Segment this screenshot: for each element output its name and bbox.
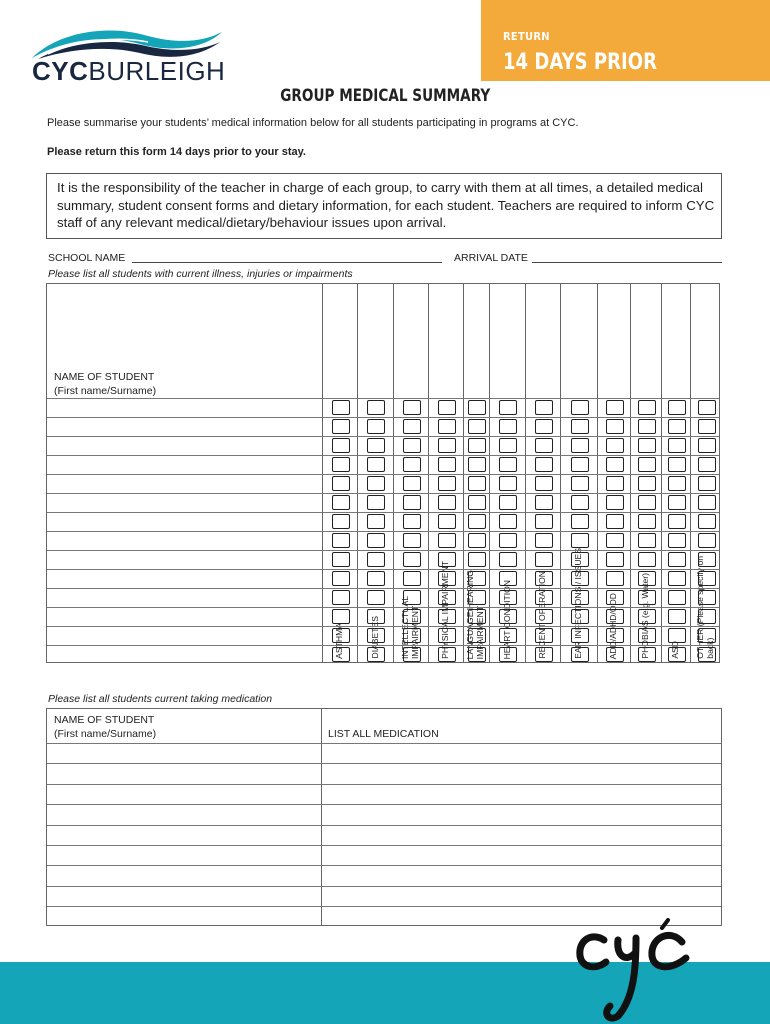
condition-checkbox[interactable]	[403, 647, 421, 662]
condition-checkbox[interactable]	[698, 400, 716, 415]
condition-checkbox[interactable]	[332, 609, 350, 624]
condition-checkbox[interactable]	[332, 628, 350, 643]
condition-checkbox[interactable]	[403, 400, 421, 415]
page-title: GROUP MEDICAL SUMMARY	[279, 86, 491, 106]
medication-list-cell[interactable]	[322, 763, 721, 783]
condition-checkbox[interactable]	[698, 457, 716, 472]
condition-checkbox[interactable]	[535, 514, 553, 529]
student-name-cell[interactable]	[47, 531, 322, 550]
student-name-cell[interactable]	[47, 455, 322, 474]
condition-checkbox[interactable]	[606, 590, 624, 605]
condition-checkbox[interactable]	[638, 628, 656, 643]
medication-student-name-header: NAME OF STUDENT (First name/Surname)	[54, 714, 157, 740]
condition-checkbox[interactable]	[403, 628, 421, 643]
column-divider	[463, 284, 464, 662]
student-name-header: NAME OF STUDENT (First name/Surname)	[54, 371, 157, 397]
condition-checkbox[interactable]	[367, 552, 385, 567]
condition-checkbox[interactable]	[535, 590, 553, 605]
column-divider	[560, 284, 561, 662]
condition-checkbox[interactable]	[332, 533, 350, 548]
logo-brand-rest: BURLEIGH	[88, 56, 226, 86]
condition-checkbox[interactable]	[698, 533, 716, 548]
condition-checkbox[interactable]	[332, 571, 350, 586]
condition-checkbox[interactable]	[403, 476, 421, 491]
condition-checkbox[interactable]	[535, 571, 553, 586]
condition-checkbox[interactable]	[438, 590, 456, 605]
student-name-cell[interactable]	[47, 512, 322, 531]
condition-checkbox[interactable]	[332, 476, 350, 491]
student-name-cell[interactable]	[47, 607, 322, 626]
student-name-cell[interactable]	[47, 436, 322, 455]
condition-checkbox[interactable]	[571, 495, 589, 510]
condition-checkbox[interactable]	[332, 514, 350, 529]
condition-checkbox[interactable]	[332, 495, 350, 510]
return-instruction: Please return this form 14 days prior to your stay.	[47, 146, 306, 158]
condition-checkbox[interactable]	[698, 438, 716, 453]
condition-checkbox[interactable]	[403, 590, 421, 605]
condition-checkbox[interactable]	[535, 476, 553, 491]
condition-checkbox[interactable]	[606, 400, 624, 415]
student-name-cell[interactable]	[47, 626, 322, 645]
condition-checkbox[interactable]	[535, 552, 553, 567]
condition-checkbox[interactable]	[698, 514, 716, 529]
notice-text: It is the responsibility of the teacher in charge of each group, to carry with them at all times, a detailed medical summary, student consent forms and dietary information, for each student. Teachers are required to inform CYC staff of any relevant medical/dietary/behaviour issues upon arrival.	[57, 180, 715, 230]
cyc-burleigh-logo	[28, 26, 226, 86]
condition-checkbox[interactable]	[668, 476, 686, 491]
condition-checkbox[interactable]	[499, 457, 517, 472]
condition-checkbox[interactable]	[468, 476, 486, 491]
logo-brand-bold: CYC	[32, 56, 89, 86]
medication-student-name-cell[interactable]	[47, 784, 321, 804]
medication-table-caption: Please list all students current taking medication	[48, 693, 273, 705]
condition-checkbox[interactable]	[668, 495, 686, 510]
condition-checkbox[interactable]	[332, 552, 350, 567]
condition-checkbox[interactable]	[403, 533, 421, 548]
column-divider	[630, 284, 631, 662]
condition-checkbox[interactable]	[668, 647, 686, 662]
column-header: HEART CONDITION	[501, 579, 512, 659]
condition-checkbox[interactable]	[438, 400, 456, 415]
condition-checkbox[interactable]	[638, 552, 656, 567]
condition-checkbox[interactable]	[438, 457, 456, 472]
responsibility-notice	[46, 173, 722, 239]
condition-checkbox[interactable]	[499, 533, 517, 548]
return-deadline: 14 DAYS PRIOR	[503, 50, 657, 75]
condition-checkbox[interactable]	[403, 457, 421, 472]
condition-checkbox[interactable]	[606, 628, 624, 643]
condition-checkbox[interactable]	[571, 400, 589, 415]
column-divider	[597, 284, 598, 662]
column-divider	[357, 284, 358, 662]
condition-checkbox[interactable]	[606, 476, 624, 491]
condition-checkbox[interactable]	[403, 609, 421, 624]
condition-checkbox[interactable]	[438, 571, 456, 586]
column-divider	[489, 284, 490, 662]
condition-checkbox[interactable]	[535, 419, 553, 434]
condition-checkbox[interactable]	[571, 457, 589, 472]
condition-checkbox[interactable]	[606, 552, 624, 567]
condition-checkbox[interactable]	[438, 647, 456, 662]
condition-checkbox[interactable]	[698, 590, 716, 605]
column-header: LANGUAGE/HEARING IMPAIRMENT	[465, 569, 485, 659]
condition-checkbox[interactable]	[535, 628, 553, 643]
condition-checkbox[interactable]	[367, 400, 385, 415]
condition-checkbox[interactable]	[606, 571, 624, 586]
medication-list-cell[interactable]	[322, 825, 721, 845]
condition-checkbox[interactable]	[638, 400, 656, 415]
wave-logo-icon	[28, 26, 224, 60]
condition-checkbox[interactable]	[403, 495, 421, 510]
medication-table	[46, 708, 722, 926]
condition-checkbox[interactable]	[499, 476, 517, 491]
condition-checkbox[interactable]	[403, 419, 421, 434]
condition-checkbox[interactable]	[638, 457, 656, 472]
illness-table	[46, 283, 720, 663]
condition-checkbox[interactable]	[698, 476, 716, 491]
medication-list-cell[interactable]	[322, 865, 721, 885]
condition-checkbox[interactable]	[606, 609, 624, 624]
condition-checkbox[interactable]	[499, 419, 517, 434]
condition-checkbox[interactable]	[499, 590, 517, 605]
condition-checkbox[interactable]	[499, 552, 517, 567]
condition-checkbox[interactable]	[468, 647, 486, 662]
student-name-cell[interactable]	[47, 493, 322, 512]
condition-checkbox[interactable]	[499, 647, 517, 662]
student-name-cell[interactable]	[47, 550, 322, 569]
condition-checkbox[interactable]	[468, 514, 486, 529]
condition-checkbox[interactable]	[438, 419, 456, 434]
condition-checkbox[interactable]	[606, 457, 624, 472]
condition-checkbox[interactable]	[606, 495, 624, 510]
condition-checkbox[interactable]	[668, 628, 686, 643]
condition-checkbox[interactable]	[571, 590, 589, 605]
condition-checkbox[interactable]	[438, 628, 456, 643]
condition-checkbox[interactable]	[438, 609, 456, 624]
condition-checkbox[interactable]	[367, 628, 385, 643]
condition-checkbox[interactable]	[367, 438, 385, 453]
condition-checkbox[interactable]	[606, 514, 624, 529]
condition-checkbox[interactable]	[367, 419, 385, 434]
condition-checkbox[interactable]	[438, 533, 456, 548]
condition-checkbox[interactable]	[571, 476, 589, 491]
condition-checkbox[interactable]	[535, 495, 553, 510]
medication-list-cell[interactable]	[322, 886, 721, 906]
condition-checkbox[interactable]	[468, 495, 486, 510]
condition-checkbox[interactable]	[468, 533, 486, 548]
condition-checkbox[interactable]	[698, 647, 716, 662]
condition-checkbox[interactable]	[638, 419, 656, 434]
condition-checkbox[interactable]	[571, 514, 589, 529]
condition-checkbox[interactable]	[698, 571, 716, 586]
condition-checkbox[interactable]	[438, 476, 456, 491]
column-header: ADD/ADHD/ODD	[608, 592, 618, 659]
condition-checkbox[interactable]	[468, 552, 486, 567]
medication-list-cell[interactable]	[322, 784, 721, 804]
column-divider	[525, 284, 526, 662]
condition-checkbox[interactable]	[698, 552, 716, 567]
condition-checkbox[interactable]	[367, 647, 385, 662]
condition-checkbox[interactable]	[535, 533, 553, 548]
condition-checkbox[interactable]	[668, 533, 686, 548]
condition-checkbox[interactable]	[367, 495, 385, 510]
column-header: INTELLECTUAL IMPAIRMENT	[399, 595, 420, 659]
medication-student-name-cell[interactable]	[47, 906, 321, 926]
condition-checkbox[interactable]	[499, 400, 517, 415]
medication-student-name-cell[interactable]	[47, 804, 321, 824]
medication-student-name-cell[interactable]	[47, 743, 321, 763]
school-name-label: SCHOOL NAME	[48, 252, 126, 264]
condition-checkbox[interactable]	[403, 438, 421, 453]
medication-student-name-cell[interactable]	[47, 886, 321, 906]
student-name-cell[interactable]	[47, 417, 322, 436]
condition-checkbox[interactable]	[571, 419, 589, 434]
condition-checkbox[interactable]	[403, 552, 421, 567]
condition-checkbox[interactable]	[571, 533, 589, 548]
condition-checkbox[interactable]	[468, 457, 486, 472]
condition-checkbox[interactable]	[499, 514, 517, 529]
condition-checkbox[interactable]	[606, 533, 624, 548]
condition-checkbox[interactable]	[571, 552, 589, 567]
medication-list-cell[interactable]	[322, 845, 721, 865]
column-header: EAR INFECTIONS / ISSUES	[573, 548, 583, 659]
condition-checkbox[interactable]	[638, 514, 656, 529]
condition-checkbox[interactable]	[535, 400, 553, 415]
condition-checkbox[interactable]	[403, 571, 421, 586]
medication-student-name-cell[interactable]	[47, 865, 321, 885]
school-name-field[interactable]	[132, 262, 442, 263]
column-divider	[393, 284, 394, 662]
condition-checkbox[interactable]	[668, 590, 686, 605]
condition-checkbox[interactable]	[499, 628, 517, 643]
condition-checkbox[interactable]	[668, 514, 686, 529]
return-banner	[481, 0, 770, 81]
condition-checkbox[interactable]	[638, 533, 656, 548]
condition-checkbox[interactable]	[468, 419, 486, 434]
condition-checkbox[interactable]	[698, 628, 716, 643]
condition-checkbox[interactable]	[438, 495, 456, 510]
condition-checkbox[interactable]	[367, 533, 385, 548]
condition-checkbox[interactable]	[638, 495, 656, 510]
condition-checkbox[interactable]	[499, 495, 517, 510]
condition-checkbox[interactable]	[535, 457, 553, 472]
arrival-date-label: ARRIVAL DATE	[454, 252, 528, 264]
condition-checkbox[interactable]	[668, 609, 686, 624]
condition-checkbox[interactable]	[571, 628, 589, 643]
condition-checkbox[interactable]	[332, 647, 350, 662]
condition-checkbox[interactable]	[606, 438, 624, 453]
condition-checkbox[interactable]	[668, 571, 686, 586]
condition-checkbox[interactable]	[668, 552, 686, 567]
condition-checkbox[interactable]	[499, 438, 517, 453]
condition-checkbox[interactable]	[698, 419, 716, 434]
column-header: DIABETES	[369, 616, 380, 659]
condition-checkbox[interactable]	[367, 609, 385, 624]
condition-checkbox[interactable]	[367, 514, 385, 529]
medication-list-header: LIST ALL MEDICATION	[328, 728, 439, 740]
student-name-cell[interactable]	[47, 398, 322, 417]
medication-student-name-cell[interactable]	[47, 825, 321, 845]
column-header: OTHER (Please specify on back)	[694, 556, 715, 659]
column-divider	[322, 284, 323, 662]
arrival-date-field[interactable]	[532, 262, 722, 263]
student-name-cell[interactable]	[47, 569, 322, 588]
medication-student-name-cell[interactable]	[47, 763, 321, 783]
condition-checkbox[interactable]	[535, 438, 553, 453]
condition-checkbox[interactable]	[571, 647, 589, 662]
condition-checkbox[interactable]	[499, 571, 517, 586]
intro-text: Please summarise your students’ medical information below for all students participating in programs at CYC.	[47, 117, 579, 129]
condition-checkbox[interactable]	[499, 609, 517, 624]
condition-checkbox[interactable]	[668, 457, 686, 472]
column-header: RECENT OPERATION	[537, 571, 547, 659]
condition-checkbox[interactable]	[571, 609, 589, 624]
condition-checkbox[interactable]	[638, 571, 656, 586]
condition-checkbox[interactable]	[638, 476, 656, 491]
illness-table-caption: Please list all students with current illness, injuries or impairments	[48, 268, 353, 280]
condition-checkbox[interactable]	[571, 571, 589, 586]
medication-list-cell[interactable]	[322, 743, 721, 763]
condition-checkbox[interactable]	[367, 590, 385, 605]
condition-checkbox[interactable]	[468, 628, 486, 643]
condition-checkbox[interactable]	[668, 400, 686, 415]
condition-checkbox[interactable]	[638, 647, 656, 662]
condition-checkbox[interactable]	[535, 647, 553, 662]
condition-checkbox[interactable]	[535, 609, 553, 624]
condition-checkbox[interactable]	[468, 571, 486, 586]
condition-checkbox[interactable]	[468, 438, 486, 453]
column-header: PHOBIAS (e.g. Water)	[640, 573, 650, 659]
condition-checkbox[interactable]	[638, 590, 656, 605]
cyc-script-logo-icon	[574, 918, 704, 1024]
condition-checkbox[interactable]	[332, 419, 350, 434]
student-name-cell[interactable]	[47, 474, 322, 493]
condition-checkbox[interactable]	[332, 438, 350, 453]
column-divider	[690, 284, 691, 662]
student-name-cell[interactable]	[47, 588, 322, 607]
condition-checkbox[interactable]	[606, 419, 624, 434]
condition-checkbox[interactable]	[367, 476, 385, 491]
condition-checkbox[interactable]	[698, 495, 716, 510]
condition-checkbox[interactable]	[638, 438, 656, 453]
condition-checkbox[interactable]	[367, 457, 385, 472]
condition-checkbox[interactable]	[638, 609, 656, 624]
condition-checkbox[interactable]	[332, 590, 350, 605]
column-header: ASTHMA	[334, 623, 344, 659]
column-divider	[661, 284, 662, 662]
condition-checkbox[interactable]	[403, 514, 421, 529]
condition-checkbox[interactable]	[698, 609, 716, 624]
return-label: RETURN	[503, 30, 550, 43]
column-header: ASD	[670, 641, 680, 659]
condition-checkbox[interactable]	[468, 590, 486, 605]
condition-checkbox[interactable]	[332, 400, 350, 415]
condition-checkbox[interactable]	[367, 571, 385, 586]
medication-list-cell[interactable]	[322, 804, 721, 824]
condition-checkbox[interactable]	[332, 457, 350, 472]
condition-checkbox[interactable]	[571, 438, 589, 453]
condition-checkbox[interactable]	[668, 438, 686, 453]
condition-checkbox[interactable]	[468, 400, 486, 415]
medication-student-name-cell[interactable]	[47, 845, 321, 865]
condition-checkbox[interactable]	[468, 609, 486, 624]
column-divider	[428, 284, 429, 662]
condition-checkbox[interactable]	[438, 514, 456, 529]
column-header: PHYSICAL IMPAIRMENT	[440, 561, 450, 659]
student-name-cell[interactable]	[47, 645, 322, 664]
condition-checkbox[interactable]	[438, 552, 456, 567]
condition-checkbox[interactable]	[438, 438, 456, 453]
condition-checkbox[interactable]	[668, 419, 686, 434]
condition-checkbox[interactable]	[606, 647, 624, 662]
